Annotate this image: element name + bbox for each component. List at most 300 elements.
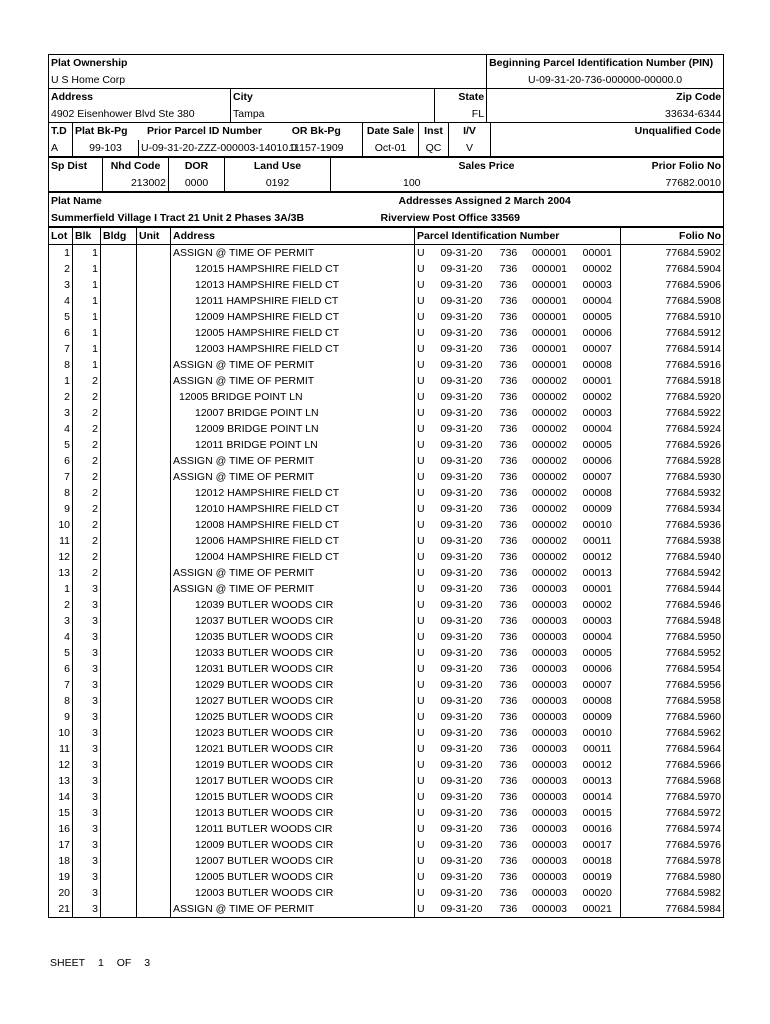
folio-cell: 77684.5956 xyxy=(621,677,724,693)
blk-cell: 1 xyxy=(73,261,101,277)
table-row xyxy=(49,821,724,837)
pin-sub-cell: 736 xyxy=(499,759,518,771)
pin-block-cell: 000002 xyxy=(531,567,568,579)
sale-table xyxy=(48,123,724,157)
table-row xyxy=(49,261,724,277)
pin-section-cell: 09-31-20 xyxy=(440,487,483,499)
folio-cell: 77684.5970 xyxy=(621,789,724,805)
table-row xyxy=(49,837,724,853)
col-address: Address xyxy=(171,228,415,245)
pin-lot-cell: 00005 xyxy=(582,647,612,659)
unit-cell xyxy=(137,469,171,485)
pin-lot-cell: 00007 xyxy=(582,471,612,483)
bldg-cell xyxy=(101,581,137,597)
folio-cell: 77684.5964 xyxy=(621,741,724,757)
pin-sub-cell: 736 xyxy=(499,727,518,739)
unit-cell xyxy=(137,853,171,869)
pin-lot-cell: 00015 xyxy=(582,807,612,819)
lot-cell: 3 xyxy=(64,279,70,291)
table-row xyxy=(49,309,724,325)
lot-cell: 16 xyxy=(58,823,70,835)
lot-cell: 6 xyxy=(64,455,70,467)
land-use-value: 0192 xyxy=(225,175,331,192)
pin-block-cell: 000002 xyxy=(531,551,568,563)
folio-cell: 77684.5922 xyxy=(621,405,724,421)
pin-block-cell: 000002 xyxy=(531,391,568,403)
folio-cell: 77684.5960 xyxy=(621,709,724,725)
pin-sub-cell: 736 xyxy=(499,295,518,307)
plat-bkpg-label: Plat Bk-Pg xyxy=(73,123,139,140)
address-cell: 12029 BUTLER WOODS CIR xyxy=(171,677,415,693)
unit-cell xyxy=(137,645,171,661)
pin-lot-cell: 00010 xyxy=(582,519,612,531)
table-row xyxy=(49,805,724,821)
unit-cell xyxy=(137,805,171,821)
td-value: A xyxy=(51,141,59,154)
pin-prefix-cell: U xyxy=(415,389,431,405)
bldg-cell xyxy=(101,693,137,709)
unit-cell xyxy=(137,581,171,597)
pin-prefix-cell: U xyxy=(415,757,431,773)
pin-lot-cell: 00011 xyxy=(583,535,612,547)
lot-cell: 19 xyxy=(58,871,70,883)
lot-cell: 20 xyxy=(58,887,70,899)
pin-lot-cell: 00003 xyxy=(582,279,612,291)
blk-cell: 3 xyxy=(73,805,101,821)
lot-cell: 2 xyxy=(64,263,70,275)
blk-cell: 3 xyxy=(73,709,101,725)
lot-cell: 11 xyxy=(59,743,70,755)
table-row xyxy=(49,885,724,901)
lot-cell: 3 xyxy=(64,615,70,627)
address-cell: 12007 BRIDGE POINT LN xyxy=(171,405,415,421)
unit-cell xyxy=(137,901,171,918)
pin-lot-cell: 00003 xyxy=(582,615,612,627)
pin-section-cell: 09-31-20 xyxy=(440,727,483,739)
pin-prefix-cell: U xyxy=(415,789,431,805)
pin-lot-cell: 00002 xyxy=(582,599,612,611)
pin-lot-cell: 00008 xyxy=(582,487,612,499)
address-cell: 12025 BUTLER WOODS CIR xyxy=(171,709,415,725)
pin-section-cell: 09-31-20 xyxy=(440,663,483,675)
pin-block-cell: 000002 xyxy=(531,423,568,435)
pin-sub-cell: 736 xyxy=(499,615,518,627)
pin-block-cell: 000003 xyxy=(531,823,568,835)
unit-cell xyxy=(137,421,171,437)
pin-prefix-cell: U xyxy=(415,709,431,725)
folio-cell: 77684.5942 xyxy=(621,565,724,581)
blk-cell: 3 xyxy=(73,837,101,853)
pin-prefix-cell: U xyxy=(415,437,431,453)
pin-lot-cell: 00009 xyxy=(582,503,612,515)
bldg-cell xyxy=(101,437,137,453)
pin-section-cell: 09-31-20 xyxy=(440,791,483,803)
address-cell: 12010 HAMPSHIRE FIELD CT xyxy=(171,501,415,517)
pin-prefix-cell: U xyxy=(415,469,431,485)
pin-sub-cell: 736 xyxy=(499,855,518,867)
col-pin: Parcel Identification Number xyxy=(415,228,621,245)
pin-sub-cell: 736 xyxy=(499,663,518,675)
address-cell: ASSIGN @ TIME OF PERMIT xyxy=(171,901,415,918)
pin-block-cell: 000003 xyxy=(531,759,568,771)
bldg-cell xyxy=(101,757,137,773)
pin-block-cell: 000002 xyxy=(531,519,568,531)
pin-lot-cell: 00012 xyxy=(582,551,612,563)
blk-cell: 3 xyxy=(73,725,101,741)
unit-cell xyxy=(137,629,171,645)
pin-lot-cell: 00001 xyxy=(582,375,612,387)
sheet-total: 3 xyxy=(144,957,151,969)
pin-section-cell: 09-31-20 xyxy=(440,455,483,467)
address-cell: 12011 BUTLER WOODS CIR xyxy=(171,821,415,837)
folio-cell: 77684.5974 xyxy=(621,821,724,837)
folio-cell: 77684.5910 xyxy=(621,309,724,325)
or-bkpg-label: OR Bk-Pg xyxy=(291,125,341,137)
blk-cell: 3 xyxy=(73,757,101,773)
bldg-cell xyxy=(101,277,137,293)
pin-lot-cell: 00003 xyxy=(582,407,612,419)
state-label: State xyxy=(435,89,487,106)
pin-lot-cell: 00002 xyxy=(582,391,612,403)
lot-cell: 4 xyxy=(64,423,70,435)
pin-lot-cell: 00004 xyxy=(582,295,612,307)
unit-cell xyxy=(137,885,171,901)
bldg-cell xyxy=(101,773,137,789)
folio-cell: 77684.5978 xyxy=(621,853,724,869)
unit-cell xyxy=(137,821,171,837)
unit-cell xyxy=(137,357,171,373)
blk-cell: 3 xyxy=(73,645,101,661)
pin-lot-cell: 00004 xyxy=(582,423,612,435)
address-cell: ASSIGN @ TIME OF PERMIT xyxy=(171,581,415,597)
pin-lot-cell: 00005 xyxy=(582,311,612,323)
pin-prefix-cell: U xyxy=(415,773,431,789)
address-cell: ASSIGN @ TIME OF PERMIT xyxy=(171,469,415,485)
pin-section-cell: 09-31-20 xyxy=(440,503,483,515)
unit-cell xyxy=(137,389,171,405)
pin-prefix-cell: U xyxy=(415,357,431,373)
bldg-cell xyxy=(101,821,137,837)
lot-cell: 4 xyxy=(64,631,70,643)
land-use-label: Land Use xyxy=(225,158,331,175)
unit-cell xyxy=(137,693,171,709)
sheet-footer xyxy=(50,957,160,969)
address-cell: 12009 HAMPSHIRE FIELD CT xyxy=(171,309,415,325)
pin-block-cell: 000003 xyxy=(531,631,568,643)
pin-sub-cell: 736 xyxy=(499,791,518,803)
unit-cell xyxy=(137,261,171,277)
pin-block-cell: 000001 xyxy=(531,359,568,371)
pin-section-cell: 09-31-20 xyxy=(440,775,483,787)
address-cell: 12005 BRIDGE POINT LN xyxy=(171,389,415,405)
table-row xyxy=(49,709,724,725)
pin-lot-cell: 00008 xyxy=(582,695,612,707)
pin-lot-cell: 00006 xyxy=(582,455,612,467)
blk-cell: 3 xyxy=(73,789,101,805)
folio-cell: 77684.5936 xyxy=(621,517,724,533)
col-lot: Lot xyxy=(49,228,73,245)
address-cell: 12012 HAMPSHIRE FIELD CT xyxy=(171,485,415,501)
folio-cell: 77684.5926 xyxy=(621,437,724,453)
blk-cell: 3 xyxy=(73,613,101,629)
lot-cell: 6 xyxy=(64,663,70,675)
address-cell: 12013 BUTLER WOODS CIR xyxy=(171,805,415,821)
blk-cell: 3 xyxy=(73,885,101,901)
pin-lot-cell: 00007 xyxy=(582,679,612,691)
bldg-cell xyxy=(101,421,137,437)
pin-sub-cell: 736 xyxy=(499,711,518,723)
blk-cell: 3 xyxy=(73,629,101,645)
folio-cell: 77684.5918 xyxy=(621,373,724,389)
folio-cell: 77684.5934 xyxy=(621,501,724,517)
bldg-cell xyxy=(101,565,137,581)
col-folio: Folio No xyxy=(621,228,724,245)
pin-block-cell: 000002 xyxy=(531,439,568,451)
lot-cell: 11 xyxy=(59,535,70,547)
bldg-cell xyxy=(101,709,137,725)
pin-section-cell: 09-31-20 xyxy=(440,599,483,611)
pin-lot-cell: 00006 xyxy=(582,327,612,339)
pin-block-cell: 000003 xyxy=(531,727,568,739)
bldg-cell xyxy=(101,405,137,421)
pin-prefix-cell: U xyxy=(415,565,431,581)
bldg-cell xyxy=(101,341,137,357)
blk-cell: 2 xyxy=(73,549,101,565)
pin-sub-cell: 736 xyxy=(499,487,518,499)
pin-block-cell: 000003 xyxy=(531,903,568,915)
table-row xyxy=(49,453,724,469)
pin-section-cell: 09-31-20 xyxy=(440,567,483,579)
folio-cell: 77684.5976 xyxy=(621,837,724,853)
col-blk: Blk xyxy=(73,228,101,245)
bldg-cell xyxy=(101,549,137,565)
blk-cell: 3 xyxy=(73,693,101,709)
unit-cell xyxy=(137,677,171,693)
pin-section-cell: 09-31-20 xyxy=(440,391,483,403)
address-cell: 12035 BUTLER WOODS CIR xyxy=(171,629,415,645)
pin-section-cell: 09-31-20 xyxy=(440,887,483,899)
pin-block-cell: 000002 xyxy=(531,375,568,387)
pin-block-cell: 000002 xyxy=(531,503,568,515)
pin-block-cell: 000001 xyxy=(531,311,568,323)
pin-section-cell: 09-31-20 xyxy=(440,535,483,547)
bldg-cell xyxy=(101,645,137,661)
pin-prefix-cell: U xyxy=(415,549,431,565)
pin-sub-cell: 736 xyxy=(499,503,518,515)
pin-sub-cell: 736 xyxy=(499,327,518,339)
pin-lot-cell: 00013 xyxy=(582,567,612,579)
bldg-cell xyxy=(101,261,137,277)
address-cell: 12009 BUTLER WOODS CIR xyxy=(171,837,415,853)
folio-cell: 77684.5980 xyxy=(621,869,724,885)
unit-cell xyxy=(137,245,171,262)
pin-block-cell: 000001 xyxy=(531,343,568,355)
pin-prefix-cell: U xyxy=(415,901,431,918)
pin-sub-cell: 736 xyxy=(499,407,518,419)
lot-cell: 12 xyxy=(58,551,70,563)
pin-sub-cell: 736 xyxy=(499,887,518,899)
addresses-assigned: Addresses Assigned 2 March 2004 xyxy=(379,193,724,210)
folio-cell: 77684.5958 xyxy=(621,693,724,709)
pin-block-cell: 000002 xyxy=(531,471,568,483)
table-row xyxy=(49,357,724,373)
unit-cell xyxy=(137,661,171,677)
lot-cell: 12 xyxy=(58,759,70,771)
address-cell: ASSIGN @ TIME OF PERMIT xyxy=(171,453,415,469)
address-cell: 12005 BUTLER WOODS CIR xyxy=(171,869,415,885)
lot-cell: 8 xyxy=(64,487,70,499)
folio-cell: 77684.5966 xyxy=(621,757,724,773)
lot-cell: 5 xyxy=(64,311,70,323)
pin-prefix-cell: U xyxy=(415,325,431,341)
unit-cell xyxy=(137,725,171,741)
plat-ownership-label: Plat Ownership xyxy=(49,55,487,72)
pin-section-cell: 09-31-20 xyxy=(440,583,483,595)
inst-label: Inst xyxy=(419,123,449,140)
pin-lot-cell: 00001 xyxy=(582,583,612,595)
bldg-cell xyxy=(101,373,137,389)
blk-cell: 1 xyxy=(73,245,101,262)
pin-lot-cell: 00016 xyxy=(582,823,612,835)
lot-cell: 1 xyxy=(64,375,70,387)
folio-cell: 77684.5904 xyxy=(621,261,724,277)
pin-prefix-cell: U xyxy=(415,501,431,517)
pin-lot-cell: 00007 xyxy=(582,343,612,355)
address-cell: ASSIGN @ TIME OF PERMIT xyxy=(171,245,415,262)
blk-cell: 2 xyxy=(73,533,101,549)
pin-lot-cell: 00010 xyxy=(582,727,612,739)
pin-block-cell: 000001 xyxy=(531,279,568,291)
address-cell: 12009 BRIDGE POINT LN xyxy=(171,421,415,437)
pin-block-cell: 000003 xyxy=(531,695,568,707)
pin-prefix-cell: U xyxy=(415,629,431,645)
pin-section-cell: 09-31-20 xyxy=(440,839,483,851)
iv-value: V xyxy=(449,140,491,157)
pin-sub-cell: 736 xyxy=(499,391,518,403)
blk-cell: 3 xyxy=(73,741,101,757)
address-cell: 12015 HAMPSHIRE FIELD CT xyxy=(171,261,415,277)
of-label: OF xyxy=(116,957,132,969)
lot-cell: 5 xyxy=(64,647,70,659)
blk-cell: 2 xyxy=(73,421,101,437)
pin-block-cell: 000003 xyxy=(531,679,568,691)
table-row xyxy=(49,405,724,421)
pin-sub-cell: 736 xyxy=(499,311,518,323)
col-unit: Unit xyxy=(137,228,171,245)
folio-cell: 77684.5950 xyxy=(621,629,724,645)
pin-lot-cell: 00004 xyxy=(582,631,612,643)
pin-prefix-cell: U xyxy=(415,293,431,309)
plat-sheet xyxy=(48,54,723,918)
city-value: Tampa xyxy=(231,106,435,123)
folio-cell: 77684.5984 xyxy=(621,901,724,918)
lots-table xyxy=(48,227,724,918)
pin-lot-cell: 00011 xyxy=(583,743,612,755)
bldg-cell xyxy=(101,325,137,341)
blk-cell: 2 xyxy=(73,565,101,581)
lot-cell: 15 xyxy=(58,807,70,819)
pin-prefix-cell: U xyxy=(415,805,431,821)
pin-block-cell: 000003 xyxy=(531,711,568,723)
address-cell: 12031 BUTLER WOODS CIR xyxy=(171,661,415,677)
pin-section-cell: 09-31-20 xyxy=(440,439,483,451)
pin-block-cell: 000003 xyxy=(531,583,568,595)
bldg-cell xyxy=(101,389,137,405)
pin-section-cell: 09-31-20 xyxy=(440,295,483,307)
table-row xyxy=(49,597,724,613)
address-cell: 12015 BUTLER WOODS CIR xyxy=(171,789,415,805)
folio-cell: 77684.5968 xyxy=(621,773,724,789)
pin-prefix-cell: U xyxy=(415,309,431,325)
pin-sub-cell: 736 xyxy=(499,743,518,755)
pin-sub-cell: 736 xyxy=(499,247,518,259)
blk-cell: 1 xyxy=(73,357,101,373)
pin-section-cell: 09-31-20 xyxy=(440,871,483,883)
unqualified-label: Unqualified Code xyxy=(491,123,724,140)
pin-block-cell: 000001 xyxy=(531,263,568,275)
folio-cell: 77684.5946 xyxy=(621,597,724,613)
pin-section-cell: 09-31-20 xyxy=(440,551,483,563)
inst-value: QC xyxy=(419,140,449,157)
bldg-cell xyxy=(101,357,137,373)
pin-lot-cell: 00008 xyxy=(582,359,612,371)
address-cell: ASSIGN @ TIME OF PERMIT xyxy=(171,565,415,581)
address-cell: 12011 BRIDGE POINT LN xyxy=(171,437,415,453)
lot-cell: 18 xyxy=(58,855,70,867)
sheet-label: SHEET xyxy=(50,957,86,969)
pin-section-cell: 09-31-20 xyxy=(440,311,483,323)
address-cell: ASSIGN @ TIME OF PERMIT xyxy=(171,357,415,373)
lot-cell: 7 xyxy=(64,679,70,691)
pin-lot-cell: 00002 xyxy=(582,263,612,275)
folio-cell: 77684.5928 xyxy=(621,453,724,469)
unit-cell xyxy=(137,373,171,389)
plat-name-value: Summerfield Village I Tract 21 Unit 2 Phases 3A/3B xyxy=(51,211,305,224)
blk-cell: 2 xyxy=(73,517,101,533)
pin-lot-cell: 00019 xyxy=(582,871,612,883)
lot-cell: 14 xyxy=(58,791,70,803)
pin-section-cell: 09-31-20 xyxy=(440,711,483,723)
blk-cell: 2 xyxy=(73,405,101,421)
header-table xyxy=(48,54,724,123)
bldg-cell xyxy=(101,901,137,918)
unit-cell xyxy=(137,405,171,421)
address-cell: 12013 HAMPSHIRE FIELD CT xyxy=(171,277,415,293)
folio-cell: 77684.5944 xyxy=(621,581,724,597)
pin-sub-cell: 736 xyxy=(499,343,518,355)
blk-cell: 1 xyxy=(73,325,101,341)
pin-sub-cell: 736 xyxy=(499,903,518,915)
unit-cell xyxy=(137,453,171,469)
pin-block-cell: 000001 xyxy=(531,295,568,307)
pin-prefix-cell: U xyxy=(415,741,431,757)
table-row xyxy=(49,325,724,341)
folio-cell: 77684.5932 xyxy=(621,485,724,501)
pin-section-cell: 09-31-20 xyxy=(440,631,483,643)
table-row xyxy=(49,389,724,405)
state-value: FL xyxy=(435,106,487,123)
pin-sub-cell: 736 xyxy=(499,423,518,435)
sheet-number: 1 xyxy=(97,957,104,969)
address-cell: 12021 BUTLER WOODS CIR xyxy=(171,741,415,757)
pin-prefix-cell: U xyxy=(415,421,431,437)
lot-cell: 1 xyxy=(64,247,70,259)
pin-block-cell: 000002 xyxy=(531,455,568,467)
address-cell: 12039 BUTLER WOODS CIR xyxy=(171,597,415,613)
pin-section-cell: 09-31-20 xyxy=(440,519,483,531)
date-sale-value: Oct-01 xyxy=(363,140,419,157)
pin-prefix-cell: U xyxy=(415,261,431,277)
